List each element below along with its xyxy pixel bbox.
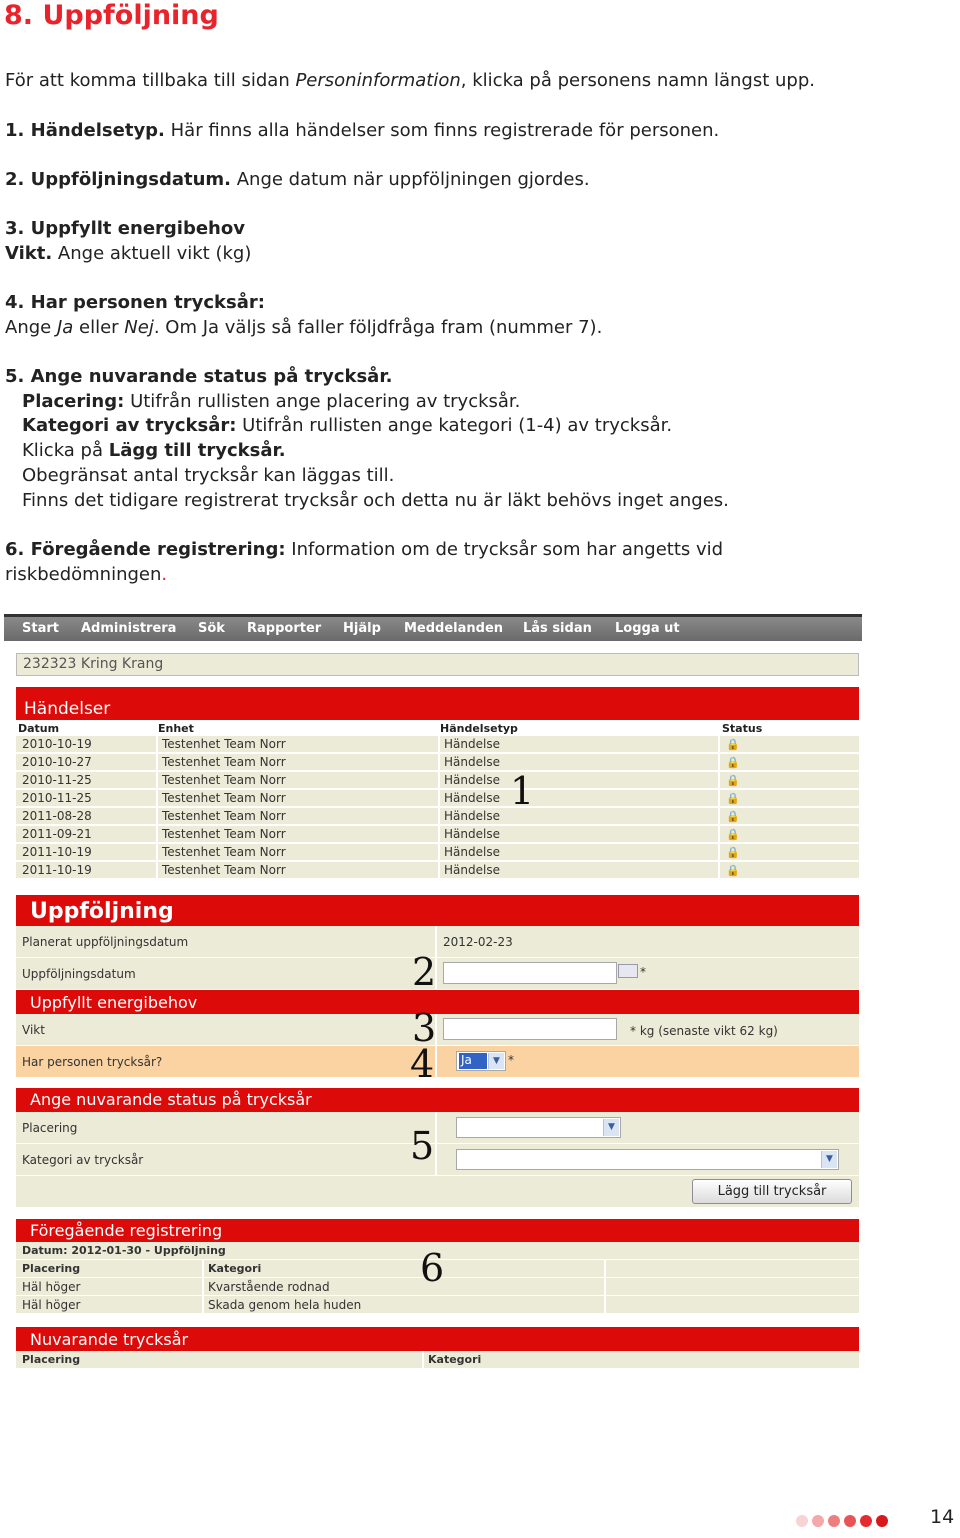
- nav-administrera[interactable]: Administrera: [81, 621, 177, 636]
- planned-date-row: [16, 926, 859, 958]
- placement-select[interactable]: [456, 1117, 621, 1138]
- chevron-down-icon[interactable]: ▼: [603, 1119, 619, 1136]
- cell-divider: [156, 826, 158, 843]
- event-unit: Testenhet Team Norr: [162, 791, 286, 805]
- category-label: Kategori av trycksår: [22, 1153, 144, 1167]
- cell-divider: [718, 754, 720, 771]
- current-col-placering: Placering: [22, 1353, 81, 1366]
- cell-divider: [438, 844, 440, 861]
- page-heading: 8. Uppföljning: [4, 0, 219, 31]
- prev-placement: Häl höger: [22, 1298, 81, 1312]
- required-mark: *: [508, 1053, 514, 1067]
- cell-divider: [156, 862, 158, 879]
- cell-divider: [202, 1260, 204, 1278]
- item-2-text: Ange datum när uppföljningen gjordes.: [231, 169, 590, 190]
- table-row[interactable]: [16, 862, 859, 879]
- prev-placement: Häl höger: [22, 1280, 81, 1294]
- lock-icon: 🔒: [726, 738, 740, 751]
- intro-before: För att komma tillbaka till sidan: [5, 70, 296, 91]
- category-row: [16, 1144, 859, 1176]
- row-divider: [435, 1144, 437, 1175]
- lock-icon: 🔒: [726, 828, 740, 841]
- event-type[interactable]: Händelse: [444, 737, 500, 751]
- cell-divider: [718, 790, 720, 807]
- event-date: 2011-10-19: [22, 845, 92, 859]
- energy-title: Uppfyllt energibehov: [16, 990, 859, 1014]
- prev-col-placering: Placering: [22, 1262, 81, 1275]
- item-1-text: Här finns alla händelser som finns registrerade för personen.: [164, 120, 720, 141]
- event-type[interactable]: Händelse: [444, 773, 500, 787]
- intro-link-name: Personinformation: [295, 70, 461, 91]
- cell-divider: [156, 808, 158, 825]
- cell-divider: [438, 790, 440, 807]
- cell-divider: [438, 772, 440, 789]
- lock-icon: 🔒: [726, 756, 740, 769]
- row-divider: [422, 1351, 424, 1369]
- item-3-text: Vikt. Ange aktuell vikt (kg): [5, 243, 252, 264]
- item-5-line-3: Klicka på Lägg till trycksår.: [22, 440, 286, 461]
- event-type[interactable]: Händelse: [444, 863, 500, 877]
- prev-col-kategori: Kategori: [208, 1262, 262, 1275]
- prev-category: Kvarstående rodnad: [208, 1280, 330, 1294]
- event-unit: Testenhet Team Norr: [162, 863, 286, 877]
- event-unit: Testenhet Team Norr: [162, 773, 286, 787]
- table-row[interactable]: [16, 790, 859, 807]
- required-mark: *: [640, 965, 646, 979]
- event-date: 2011-08-28: [22, 809, 92, 823]
- placement-row: [16, 1112, 859, 1144]
- cell-divider: [438, 754, 440, 771]
- current-header: [16, 1351, 859, 1369]
- callout-5: 5: [410, 1124, 435, 1168]
- weight-hint: * kg (senaste vikt 62 kg): [630, 1024, 778, 1038]
- person-name-link[interactable]: 232323 Kring Krang: [16, 653, 859, 676]
- pressure-row: [16, 1046, 859, 1078]
- add-button-row: [16, 1176, 859, 1208]
- cell-divider: [156, 736, 158, 753]
- current-col-kategori: Kategori: [428, 1353, 482, 1366]
- table-row[interactable]: [16, 826, 859, 843]
- cell-divider: [438, 826, 440, 843]
- calendar-icon[interactable]: [618, 964, 638, 978]
- event-date: 2011-10-19: [22, 863, 92, 877]
- event-type[interactable]: Händelse: [444, 809, 500, 823]
- table-row[interactable]: [16, 736, 859, 753]
- table-row[interactable]: [16, 808, 859, 825]
- table-row[interactable]: [16, 844, 859, 861]
- nav-logga-ut[interactable]: Logga ut: [615, 621, 680, 636]
- events-title: Händelser: [16, 687, 859, 720]
- pressure-label: Har personen trycksår?: [22, 1055, 163, 1069]
- prev-category: Skada genom hela huden: [208, 1298, 362, 1312]
- cell-divider: [202, 1278, 204, 1296]
- chevron-down-icon[interactable]: ▼: [488, 1053, 504, 1069]
- event-type[interactable]: Händelse: [444, 755, 500, 769]
- cell-divider: [718, 736, 720, 753]
- cell-divider: [604, 1296, 606, 1314]
- event-unit: Testenhet Team Norr: [162, 755, 286, 769]
- callout-3: 3: [412, 1006, 437, 1050]
- event-date: 2010-10-19: [22, 737, 92, 751]
- cell-divider: [718, 844, 720, 861]
- lock-icon: 🔒: [726, 864, 740, 877]
- cell-divider: [718, 772, 720, 789]
- item-5-line-4: Obegränsat antal trycksår kan läggas till.: [22, 465, 395, 486]
- planned-date-value: 2012-02-23: [443, 935, 513, 949]
- pressure-selected-value: Ja: [459, 1053, 487, 1069]
- event-unit: Testenhet Team Norr: [162, 809, 286, 823]
- cell-divider: [718, 826, 720, 843]
- event-date: 2010-11-25: [22, 791, 92, 805]
- previous-title: Föregående registrering: [16, 1219, 859, 1242]
- nav-sok[interactable]: Sök: [198, 621, 225, 636]
- followup-date-input[interactable]: [443, 962, 617, 984]
- weight-row: [16, 1014, 859, 1046]
- item-5-title: 5. Ange nuvarande status på trycksår.: [5, 366, 393, 387]
- cell-divider: [156, 772, 158, 789]
- item-1-title: 1. Händelsetyp.: [5, 120, 165, 141]
- nav-hjalp[interactable]: Hjälp: [343, 621, 381, 636]
- weight-label: Vikt: [22, 1023, 45, 1037]
- nav-start[interactable]: Start: [22, 621, 59, 636]
- col-status: Status: [722, 722, 763, 735]
- callout-2: 2: [412, 950, 437, 994]
- item-2: [5, 167, 590, 192]
- item-2-title: 2. Uppföljningsdatum.: [5, 169, 231, 190]
- nav-las-sidan[interactable]: Lås sidan: [523, 621, 592, 636]
- col-enhet: Enhet: [158, 722, 194, 735]
- item-5-line-1: Placering: Utifrån rullisten ange placering av trycksår.: [22, 391, 521, 412]
- top-nav-bar: [4, 614, 862, 641]
- cell-divider: [438, 736, 440, 753]
- cell-divider: [202, 1296, 204, 1314]
- callout-6: 6: [420, 1246, 445, 1290]
- callout-4: 4: [410, 1042, 435, 1086]
- event-unit: Testenhet Team Norr: [162, 845, 286, 859]
- table-row: [16, 1296, 859, 1314]
- cell-divider: [604, 1260, 606, 1278]
- event-unit: Testenhet Team Norr: [162, 827, 286, 841]
- placement-label: Placering: [22, 1121, 78, 1135]
- row-divider: [435, 1112, 437, 1143]
- item-5-line-2: Kategori av trycksår: Utifrån rullisten ange kategori (1-4) av trycksår.: [22, 415, 673, 436]
- item-4-title: 4. Har personen trycksår:: [5, 292, 265, 313]
- table-row[interactable]: [16, 772, 859, 789]
- intro-after: , klicka på personens namn längst upp.: [460, 70, 815, 91]
- event-date: 2010-11-25: [22, 773, 92, 787]
- previous-subtitle: Datum: 2012-01-30 - Uppföljning: [22, 1244, 226, 1257]
- col-datum: Datum: [18, 722, 60, 735]
- item-5-line-5: Finns det tidigare registrerat trycksår och detta nu är läkt behövs inget anges.: [22, 490, 729, 511]
- events-header: [16, 720, 859, 736]
- category-select[interactable]: [456, 1149, 839, 1170]
- row-divider: [435, 1046, 437, 1077]
- add-pressure-ulcer-button[interactable]: Lägg till trycksår: [692, 1179, 852, 1204]
- item-1: [5, 118, 719, 143]
- followup-date-label: Uppföljningsdatum: [22, 967, 136, 981]
- lock-icon: 🔒: [726, 774, 740, 787]
- followup-title: Uppföljning: [16, 895, 859, 926]
- lock-icon: 🔒: [726, 792, 740, 805]
- cell-divider: [718, 862, 720, 879]
- cell-divider: [156, 790, 158, 807]
- event-unit: Testenhet Team Norr: [162, 737, 286, 751]
- weight-input[interactable]: [443, 1018, 617, 1040]
- cell-divider: [718, 808, 720, 825]
- page-number: 14: [930, 1506, 955, 1528]
- item-6: 6. Föregående registrering: Information om de trycksår som har angetts vid: [5, 539, 724, 560]
- lock-icon: 🔒: [726, 810, 740, 823]
- col-handelsetyp: Händelsetyp: [440, 722, 518, 735]
- app-screenshot: [4, 614, 862, 1374]
- nav-meddelanden[interactable]: Meddelanden: [404, 621, 504, 636]
- pressure-select[interactable]: [456, 1051, 506, 1071]
- cell-divider: [438, 862, 440, 879]
- planned-date-label: Planerat uppföljningsdatum: [22, 935, 189, 949]
- nav-rapporter[interactable]: Rapporter: [247, 621, 322, 636]
- event-type[interactable]: Händelse: [444, 791, 500, 805]
- cell-divider: [604, 1278, 606, 1296]
- current-title: Nuvarande trycksår: [16, 1327, 859, 1351]
- followup-date-row: [16, 958, 859, 990]
- cell-divider: [156, 844, 158, 861]
- status-title: Ange nuvarande status på trycksår: [16, 1088, 859, 1112]
- lock-icon: 🔒: [726, 846, 740, 859]
- event-type[interactable]: Händelse: [444, 845, 500, 859]
- item-4-text: Ange Ja eller Nej. Om Ja väljs så faller följdfråga fram (nummer 7).: [5, 317, 603, 338]
- event-date: 2011-09-21: [22, 827, 92, 841]
- item-3-title: 3. Uppfyllt energibehov: [5, 218, 245, 239]
- cell-divider: [156, 754, 158, 771]
- chevron-down-icon[interactable]: ▼: [821, 1151, 837, 1168]
- callout-1: 1: [510, 769, 535, 813]
- cell-divider: [438, 808, 440, 825]
- intro-text: [5, 68, 815, 93]
- event-date: 2010-10-27: [22, 755, 92, 769]
- item-6-cont: riskbedömningen.: [5, 564, 168, 585]
- table-row[interactable]: [16, 754, 859, 771]
- event-type[interactable]: Händelse: [444, 827, 500, 841]
